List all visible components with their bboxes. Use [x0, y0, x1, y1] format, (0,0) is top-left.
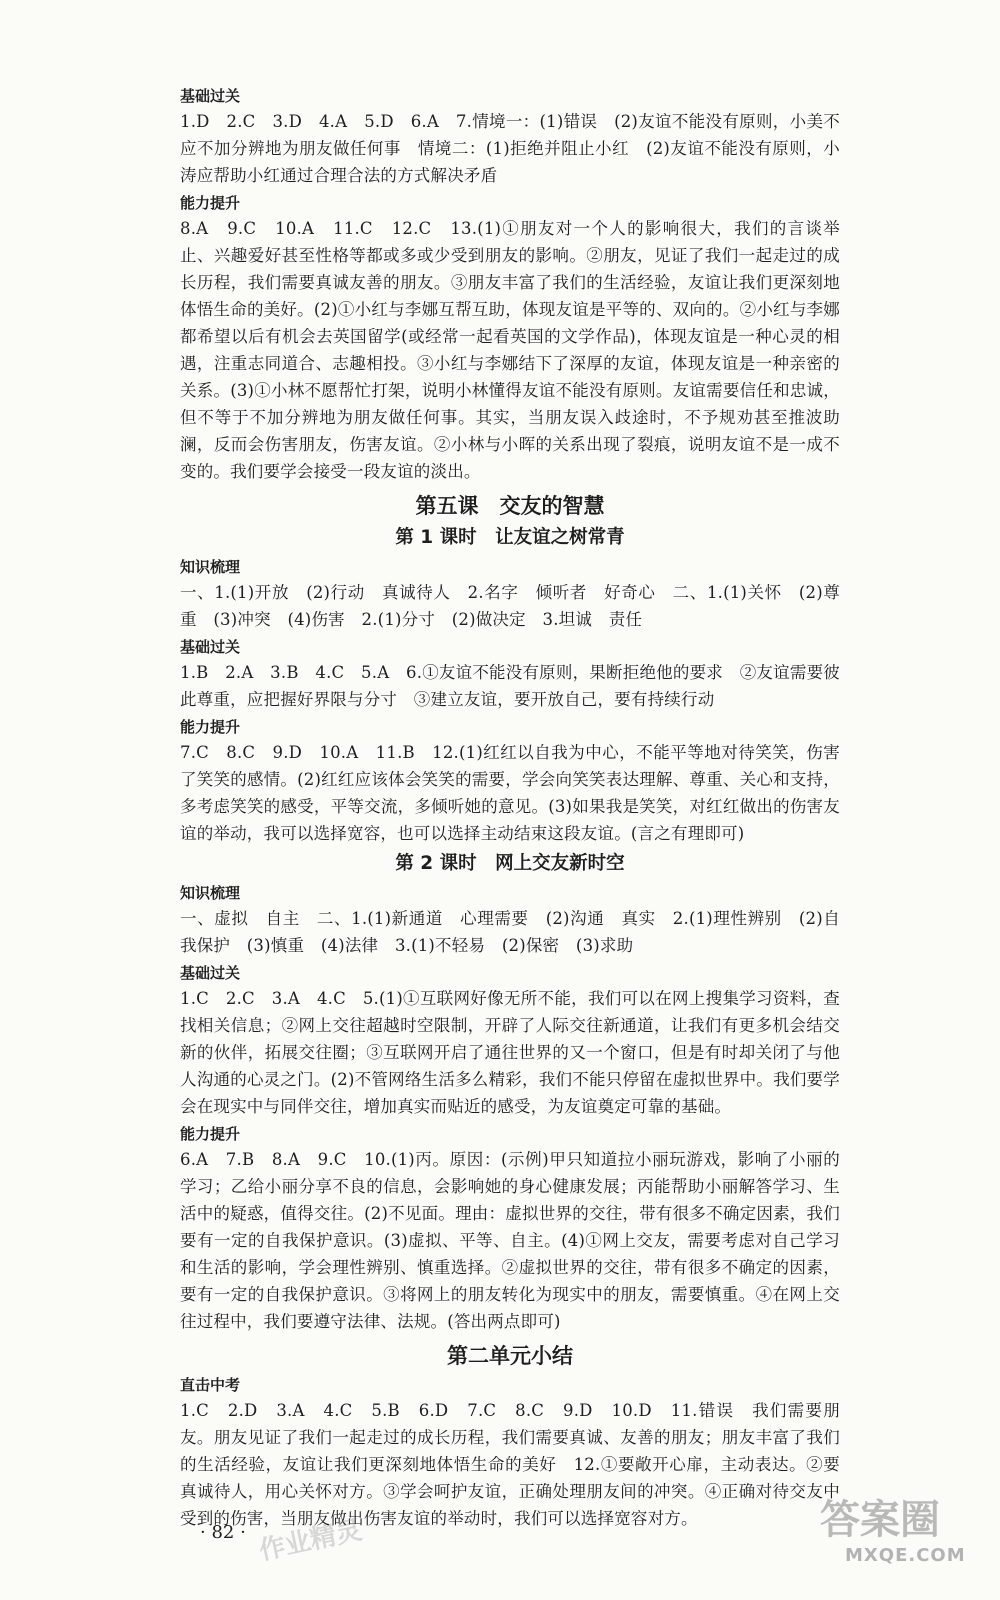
- watermark-zuoye: 作业精灵: [256, 1515, 365, 1567]
- answer-paragraph: 1.C 2.D 3.A 4.C 5.B 6.D 7.C 8.C 9.D 10.D 11.错误 我们需要朋友。朋友见证了我们一起走过的成长历程，我们需要真诚、友善的朋友；朋友丰富了我们的生活经验，友谊让我们更深刻地体悟生命的美好 12.①要敞开心扉，主动表达。②要真诚待人，用心关怀对方。③学会呵护友谊，正确处理朋友间的冲突。④正确对待交友中受到的伤害，当朋友做出伤害友谊的举动时，我们可以选择宽容对方。: [180, 1401, 840, 1528]
- section-heading: 能力提升: [180, 1125, 241, 1143]
- answer-paragraph: 6.A 7.B 8.A 9.C 10.(1)丙。原因：(示例)甲只知道拉小丽玩游戏，影响了小丽的学习；乙给小丽分享不良的信息，会影响她的身心健康发展；丙能帮助小丽解答学习、生活中的疑惑，值得交往。(2)不见面。理由：虚拟世界的交往，带有很多不确定因素，我们要有一定的自我保护意识。(3)虚拟、平等、自主。(4)①网上交友，需要考虑对自己学习和生活的影响，学会理性辨别、慎重选择。②虚拟世界的交往，带有很多不确定的因素，要有一定的自我保护意识。③将网上的朋友转化为现实中的朋友，需要慎重。④在网上交往过程中，我们要遵守法律、法规。(答出两点即可): [180, 1150, 840, 1331]
- section-heading: 基础过关: [180, 87, 241, 105]
- answer-paragraph: 1.B 2.A 3.B 4.C 5.A 6.①友谊不能没有原则，果断拒绝他的要求 ②友谊需要彼此尊重，应把握好界限与分寸 ③建立友谊，要开放自己，要有持续行动: [180, 663, 840, 709]
- section-heading: 能力提升: [180, 194, 241, 212]
- lesson-title: 第五课 交友的智慧: [415, 494, 605, 518]
- period-title: 第 2 课时 网上交友新时空: [395, 853, 625, 874]
- section-heading: 基础过关: [180, 638, 241, 656]
- answer-paragraph: 1.C 2.C 3.A 4.C 5.(1)①互联网好像无所不能，我们可以在网上搜集学习资料，查找相关信息；②网上交往超越时空限制，开辟了人际交往新通道，让我们有更多机会结交新的伙伴，拓展交往圈；③互联网开启了通往世界的又一个窗口，但是有时却关闭了与他人沟通的心灵之门。(2)不管网络生活多么精彩，我们不能只停留在虚拟世界中。我们要学会在现实中与同伴交往，增加真实而贴近的感受，为友谊奠定可靠的基础。: [180, 989, 840, 1116]
- page-number: · 82 ·: [200, 1522, 246, 1543]
- section-heading: 直击中考: [180, 1376, 241, 1394]
- answer-paragraph: 1.D 2.C 3.D 4.A 5.D 6.A 7.情境一：(1)错误 (2)友谊不能没有原则，小美不应不加分辨地为朋友做任何事 情境二：(1)拒绝并阻止小红 (2)友谊不能没有原则，小涛应帮助小红通过合理合法的方式解决矛盾: [180, 112, 840, 185]
- answer-paragraph: 一、1.(1)开放 (2)行动 真诚待人 2.名字 倾听者 好奇心 二、1.(1)关怀 (2)尊重 (3)冲突 (4)伤害 2.(1)分寸 (2)做决定 3.坦诚 责任: [180, 583, 840, 629]
- answer-paragraph: 7.C 8.C 9.D 10.A 11.B 12.(1)红红以自我为中心，不能平等地对待笑笑，伤害了笑笑的感情。(2)红红应该体会笑笑的需要，学会向笑笑表达理解、尊重、关心和支持，多考虑笑笑的感受，平等交流，多倾听她的意见。(3)如果我是笑笑，对红红做出的伤害友谊的举动，我可以选择宽容，也可以选择主动结束这段友谊。(言之有理即可): [180, 743, 840, 843]
- watermark-daanquan-logo: 答案圈: [820, 1497, 940, 1543]
- answer-paragraph: 一、虚拟 自主 二、1.(1)新通道 心理需要 (2)沟通 真实 2.(1)理性辨别 (2)自我保护 (3)慎重 (4)法律 3.(1)不轻易 (2)保密 (3)求助: [180, 909, 840, 955]
- section-heading: 基础过关: [180, 964, 241, 982]
- answer-content: [180, 82, 840, 1532]
- period-title: 第 1 课时 让友谊之树常青: [395, 527, 625, 548]
- section-heading: 知识梳理: [180, 884, 241, 902]
- section-heading: 能力提升: [180, 718, 241, 736]
- watermark-site: MXQE.COM: [845, 1545, 966, 1566]
- section-heading: 知识梳理: [180, 558, 241, 576]
- lesson-title: 第二单元小结: [447, 1344, 573, 1368]
- answer-paragraph: 8.A 9.C 10.A 11.C 12.C 13.(1)①朋友对一个人的影响很大，我们的言谈举止、兴趣爱好甚至性格等都或多或少受到朋友的影响。②朋友，见证了我们一起走过的成长历程，我们需要真诚友善的朋友。③朋友丰富了我们的生活经验，友谊让我们更深刻地体悟生命的美好。(2)①小红与李娜互帮互助，体现友谊是平等的、双向的。②小红与李娜都希望以后有机会去英国留学(或经常一起看英国的文学作品)，体现友谊是一种心灵的相遇，注重志同道合、志趣相投。③小红与李娜结下了深厚的友谊，体现友谊是一种亲密的关系。(3)①小林不愿帮忙打架，说明小林懂得友谊不能没有原则。友谊需要信任和忠诚，但不等于不加分辨地为朋友做任何事。其实，当朋友误入歧途时，不予规劝甚至推波助澜，反而会伤害朋友，伤害友谊。②小林与小晖的关系出现了裂痕，说明友谊不是一成不变的。我们要学会接受一段友谊的淡出。: [180, 219, 840, 481]
